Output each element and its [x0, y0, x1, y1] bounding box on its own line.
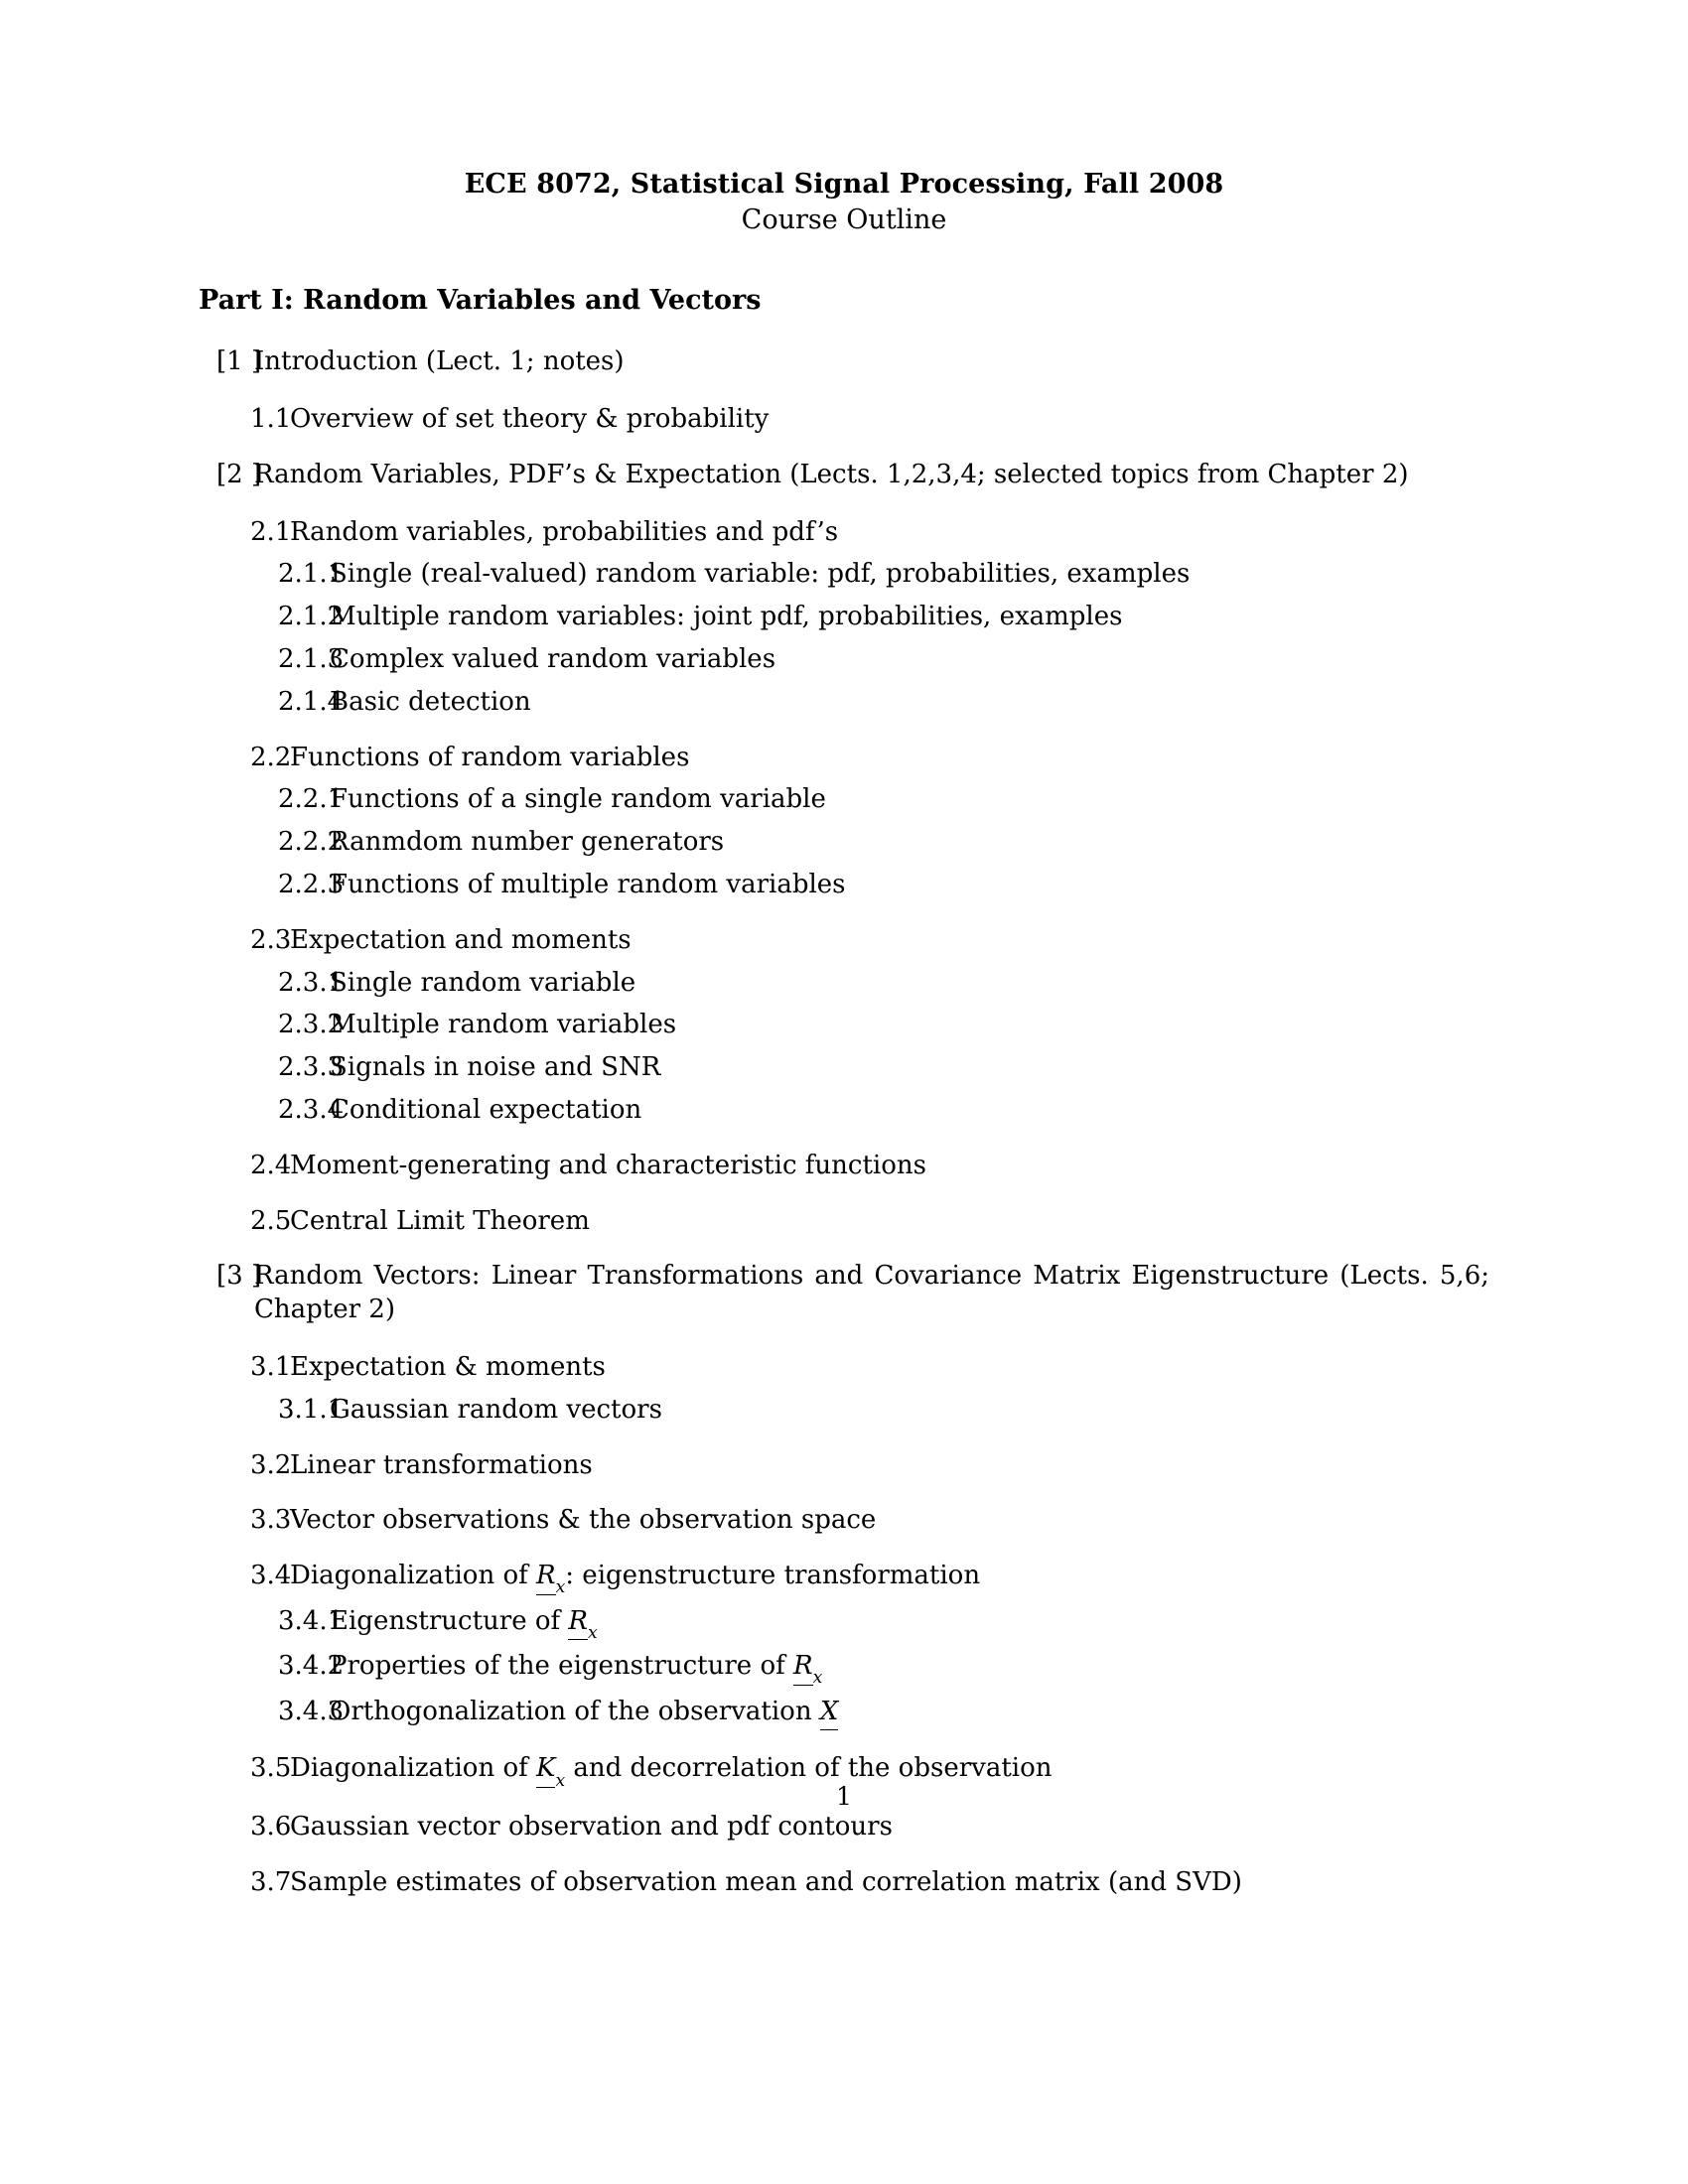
subsection-number: 3.6 — [250, 1811, 292, 1842]
subsection-text: Functions of a single random variable — [330, 784, 826, 815]
math-variable-subscript: x — [555, 1770, 566, 1791]
math-variable-base: R — [568, 1605, 588, 1641]
subsection-row — [199, 742, 1489, 775]
subsection-number: 3.1 — [250, 1351, 292, 1382]
subsection-number: 2.1.3 — [278, 644, 345, 675]
outline-item-marker: [2 ] — [216, 459, 262, 489]
subsection-text: Sample estimates of observation mean and correlation matrix (and SVD) — [290, 1866, 1242, 1897]
subsection-text: Functions of multiple random variables — [330, 870, 846, 900]
subsection-row — [199, 1449, 1489, 1483]
subsection-row — [199, 1560, 1489, 1598]
outline-item — [199, 345, 1489, 437]
subsection-number: 3.7 — [250, 1866, 292, 1897]
subsection-row — [199, 1205, 1489, 1239]
subsection-number: 1.1 — [250, 404, 292, 435]
subsection-row — [199, 1650, 1489, 1689]
subsection-text: Central Limit Theorem — [290, 1205, 590, 1236]
subsection-text: Orthogonalization of the observation — [330, 1696, 820, 1726]
subsection-row — [199, 516, 1489, 550]
outline-item-text: Random Variables, PDF’s & Expectation (Lects. 1,2,3,4; selected topics from Chapter 2) — [254, 459, 1409, 489]
subsection-text-tail: and decorrelation of the observation — [565, 1753, 1053, 1784]
subsection-text: Single random variable — [330, 967, 636, 998]
outline-item-marker: [3 ] — [216, 1261, 262, 1292]
math-variable — [793, 1650, 823, 1689]
subsection-text: Basic detection — [330, 686, 531, 717]
subsection-text: Multiple random variables: joint pdf, probabilities, examples — [330, 602, 1123, 632]
outline-item-heading — [199, 345, 1489, 379]
subsection-text: Expectation & moments — [290, 1351, 606, 1382]
subsection-row — [199, 826, 1489, 860]
subsection-number: 2.2.3 — [278, 870, 345, 900]
subsection-text: Signals in noise and SNR — [330, 1052, 661, 1083]
math-variable-base: R — [536, 1560, 556, 1595]
math-variable — [820, 1696, 839, 1731]
subsection-row — [199, 558, 1489, 592]
title-block — [199, 167, 1489, 237]
subsection-number: 2.2 — [250, 742, 292, 772]
subsection-number: 2.4 — [250, 1150, 292, 1180]
subsection-row — [199, 783, 1489, 817]
math-variable-subscript: x — [588, 1622, 598, 1643]
subsection-number: 3.2 — [250, 1449, 292, 1480]
subsection-text-tail: : eigenstructure transformation — [565, 1561, 981, 1591]
subsection-text: Diagonalization of — [290, 1753, 537, 1784]
math-variable — [536, 1560, 566, 1598]
subsection-number: 3.4 — [250, 1561, 292, 1591]
subsection-number: 2.3.3 — [278, 1052, 345, 1083]
math-variable — [568, 1605, 597, 1641]
subsection-list — [199, 403, 1489, 437]
subsection-number: 2.3 — [250, 924, 292, 955]
subsection-number: 3.1.1 — [278, 1394, 345, 1425]
subsection-number: 3.4.1 — [278, 1605, 345, 1636]
subsection-text: Single (real-valued) random variable: pdf, probabilities, examples — [330, 559, 1191, 590]
subsection-row — [199, 1351, 1489, 1385]
subsection-number: 2.2.1 — [278, 784, 345, 815]
subsection-number: 2.1.4 — [278, 686, 345, 717]
subsection-text: Complex valued random variables — [330, 644, 776, 675]
page-subtitle: Course Outline — [741, 204, 947, 235]
subsection-number: 3.5 — [250, 1753, 292, 1784]
math-variable-base: X — [820, 1696, 839, 1731]
subsection-row — [199, 1504, 1489, 1538]
subsection-text: Overview of set theory & probability — [290, 404, 770, 435]
subsection-row — [199, 1394, 1489, 1428]
outline-item-text: Introduction (Lect. 1; notes) — [254, 346, 625, 377]
subsection-list — [199, 1351, 1489, 1900]
outline-item-marker: [1 ] — [216, 346, 262, 377]
subsection-text: Properties of the eigenstructure of — [330, 1651, 793, 1682]
math-variable-base: K — [536, 1752, 555, 1788]
subsection-number: 2.5 — [250, 1205, 292, 1236]
subsection-row — [199, 924, 1489, 958]
math-variable-subscript: x — [555, 1577, 566, 1598]
page-title: ECE 8072, Statistical Signal Processing, Fall 2008 — [464, 169, 1224, 200]
subsection-text: Gaussian vector observation and pdf contours — [290, 1811, 893, 1842]
subsection-text: Expectation and moments — [290, 924, 632, 955]
outline-item-heading — [199, 1260, 1489, 1327]
subsection-number: 2.3.1 — [278, 967, 345, 998]
subsection-text: Vector observations & the observation space — [290, 1505, 877, 1536]
subsection-row — [199, 1605, 1489, 1641]
subsection-text: Random variables, probabilities and pdf’s — [290, 516, 839, 547]
subsection-row — [199, 967, 1489, 1001]
subsection-row — [199, 1094, 1489, 1128]
page-number: 1 — [836, 1782, 852, 1811]
subsection-number: 2.3.4 — [278, 1095, 345, 1125]
outline-list — [199, 345, 1489, 1899]
subsection-row — [199, 1051, 1489, 1085]
subsection-row — [199, 869, 1489, 902]
outline-item — [199, 459, 1489, 1239]
subsection-number: 2.1.2 — [278, 602, 345, 632]
subsection-row — [199, 1811, 1489, 1844]
subsection-text: Diagonalization of — [290, 1561, 537, 1591]
subsection-row — [199, 643, 1489, 677]
subsection-row — [199, 1150, 1489, 1183]
subsection-text: Moment-generating and characteristic functions — [290, 1150, 926, 1180]
subsection-text: Ranmdom number generators — [330, 827, 725, 858]
subsection-row — [199, 1866, 1489, 1900]
outline-item-heading — [199, 459, 1489, 492]
document-content — [199, 167, 1489, 1922]
subsection-number: 2.1 — [250, 516, 292, 547]
math-variable-subscript: x — [812, 1668, 823, 1689]
subsection-row — [199, 686, 1489, 720]
subsection-row — [199, 403, 1489, 437]
subsection-text: Linear transformations — [290, 1449, 593, 1480]
outline-item-text: Random Vectors: Linear Transformations and Covariance Matrix Eigenstructure (Lects. 5,6; Chapter 2) — [254, 1261, 1489, 1325]
subsection-text: Multiple random variables — [330, 1010, 677, 1040]
subsection-row — [199, 1696, 1489, 1731]
subsection-text: Gaussian random vectors — [330, 1394, 662, 1425]
subsection-number: 2.3.2 — [278, 1010, 345, 1040]
subsection-row — [199, 1009, 1489, 1042]
subsection-number: 3.3 — [250, 1505, 292, 1536]
subsection-row — [199, 601, 1489, 634]
subsection-text: Functions of random variables — [290, 742, 690, 772]
subsection-list — [199, 516, 1489, 1239]
math-variable-base: R — [793, 1650, 813, 1686]
subsection-number: 3.4.3 — [278, 1696, 345, 1726]
subsection-text: Eigenstructure of — [330, 1605, 569, 1636]
subsection-number: 3.4.2 — [278, 1651, 345, 1682]
subsection-number: 2.1.1 — [278, 559, 345, 590]
subsection-number: 2.2.2 — [278, 827, 345, 858]
part-heading: Part I: Random Variables and Vectors — [199, 285, 762, 317]
subsection-text: Conditional expectation — [330, 1095, 642, 1125]
